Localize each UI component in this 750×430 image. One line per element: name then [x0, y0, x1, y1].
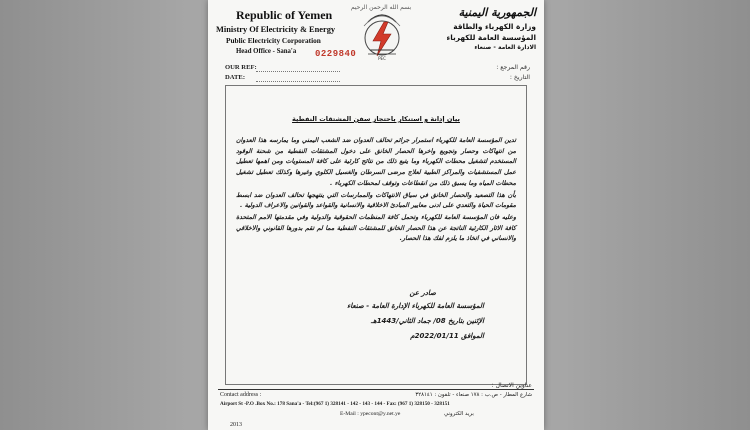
address-line: Airport St -P.O .Box No.: 178 Sana'a - Tel:(967 1) 328141 - 142 - 143 - 144 - Fax: (967 1) 328150 - 328151	[220, 401, 450, 407]
our-ref-line	[256, 71, 340, 72]
email-line: E-Mail : ypecont@y.net.ye	[340, 411, 401, 417]
issue-date-hijri: الإثنين بتاريخ 08/ جماد الثاني/1443هـ	[370, 317, 484, 325]
basmala-text: بسم الله الرحمن الرحيم	[350, 4, 412, 11]
country-name-ar: الجمهورية اليمنية	[458, 6, 536, 19]
svg-text:PEC: PEC	[378, 56, 386, 61]
print-year: 2013	[230, 422, 242, 428]
letter-sheet	[208, 0, 544, 430]
issuer-name: المؤسسة العامة للكهرباء الإدارة العامة - صنعاء	[347, 302, 484, 310]
lightning-bolt-emblem-icon	[346, 2, 418, 62]
statement-body	[236, 136, 516, 246]
statement-title: بيان إدانة و استنكار باحتجاز سفن المشتقات النفطية	[292, 115, 460, 123]
email-label-ar: بريد الكتروني	[444, 411, 474, 417]
ministry-name: Ministry Of Electricity & Energy	[216, 25, 336, 34]
body-paragraph: وعليه فان المؤسسة العامة للكهرباء وتحمل كافة المنظمات الحقوقية والدولية وفي مقدمتها الامم المتحدة كافة الاثار الكارثية الناتجة عن هذا الحصار الخانق للمشتقات النفطية مما لم تقم بدورها القانوني والاخلاقي والانساني في اتخاذ ما يلزم لفك هذا الحصار.	[236, 213, 516, 243]
ministry-name-ar: وزارة الكهرباء والطاقة	[453, 22, 536, 31]
footer-rule	[218, 389, 534, 390]
issued-by-label: صادر عن	[409, 289, 436, 297]
date-label-ar: التاريخ :	[509, 74, 530, 81]
date-label: DATE:	[225, 74, 246, 81]
contact-label: Contact address :	[220, 392, 262, 398]
contact-label-ar: عناوين الاتصال :	[491, 382, 532, 389]
serial-number: 0229840	[315, 49, 357, 59]
our-ref-label-ar: رقم المرجع :	[496, 64, 530, 71]
body-paragraph: بأن هذا التصعيد والحصار الخانق في سياق الانتهاكات والممارسات التي ينتهجها تحالف العدوان ضد ابسط مقومات الحياة والتعدي على ادنى معايير المبادئ الاخلاقية والانسانية والقواعد والقوانين والاعراف الدولية .	[236, 191, 516, 210]
corporation-name-ar: المؤسسة العامة للكهرباء	[446, 33, 536, 42]
issue-date-gregorian: الموافق 2022/01/11م	[410, 332, 484, 340]
address-ar: شارع المطار - ص.ب : ١٧٨ صنعاء - تلفون : ٣٢٨١٤١	[415, 392, 532, 398]
head-office-ar: الادارة العامة - صنعاء	[474, 44, 536, 51]
corporation-name: Public Electricity Corporation	[226, 36, 321, 45]
body-paragraph: تدين المؤسسة العامة للكهرباء استمرار جرائم تحالف العدوان ضد الشعب اليمني وما يمارسه هذا العدوان من انتهاكات وحصار وتجويع واخرها الحصار الخانق على دخول المشتقات النفطية من شحنة الوقود المستخدم لتشغيل محطات الكهرباء وما يتبع ذلك من نتائج كارثية على كافة المستويات ومن اهمها تعطيل عمل المستشفيات والمراكز الطبية لعلاج مرضى السرطان والغسيل الكلوي وغيرها وكذلك تعطيل تشغيل محطات المياه وما يسبق ذلك من انقطاعات وتوقف لمحطات الكهرباء .	[236, 137, 516, 187]
date-line	[256, 81, 340, 82]
header-arabic	[440, 6, 536, 51]
country-name: Republic of Yemen	[236, 8, 333, 22]
head-office: Head Office - Sana'a	[236, 48, 297, 55]
header-english	[216, 8, 366, 55]
our-ref-label: OUR REF:	[225, 64, 257, 71]
